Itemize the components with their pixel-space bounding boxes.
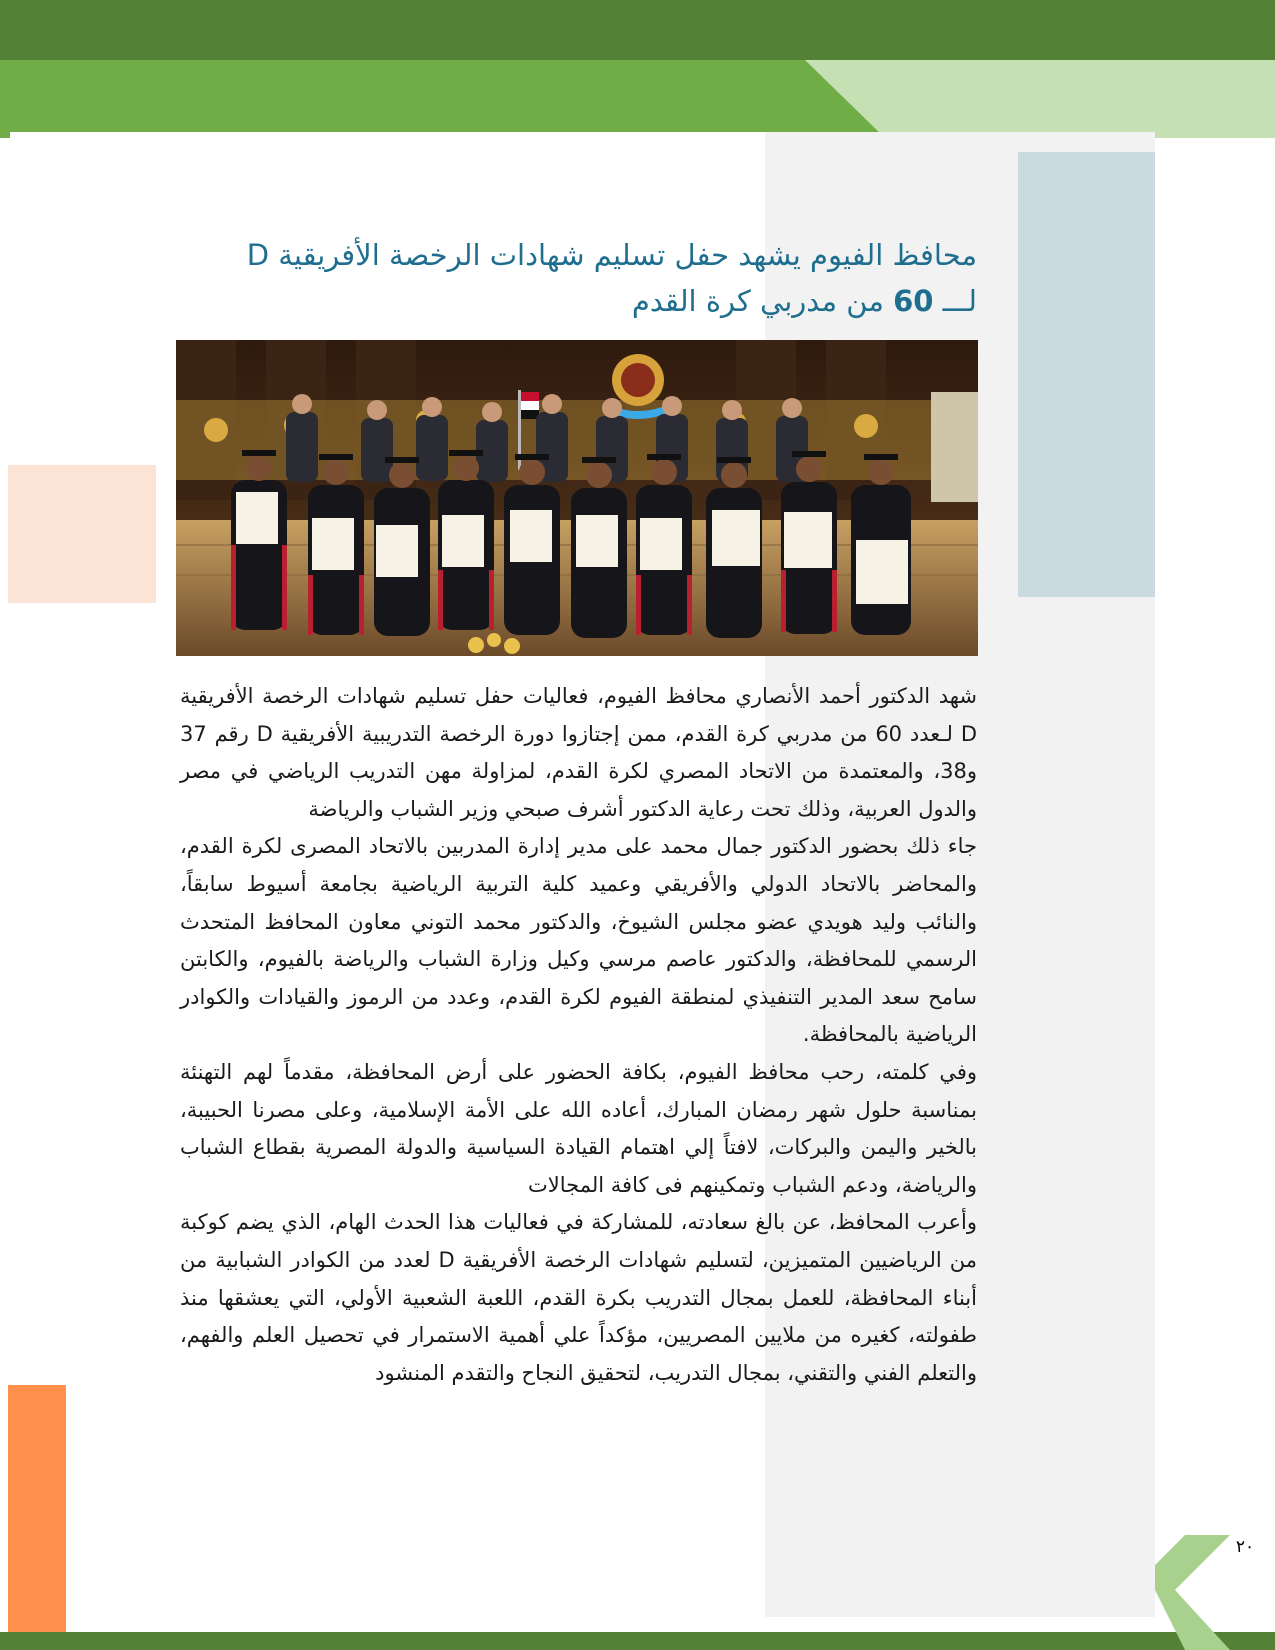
- header-band-dark: [0, 0, 1275, 60]
- decorative-peach-block: [8, 465, 156, 603]
- title-line-2: من مدربي كرة القدم: [631, 284, 884, 318]
- paragraph: وأعرب المحافظ، عن بالغ سعادته، للمشاركة في فعاليات هذا الحدث الهام، الذي يضم كوكبة من الرياضيين المتميزين، لتسليم شهادات الرخصة الأفريقية D لعدد من الكوادر الشبابية من أبناء المحافظة، للعمل بمجال التدريب بكرة القدم، اللعبة الشعبية الأولي، التي يعشقها منذ طفولته، كغيره من ملايين المصريين، مؤكداً علي أهمية الاستمرار في تحصيل العلم والفهم، والتعلم الفني والتقني، بمجال التدريب، لتحقيق النجاح والتقدم المنشود: [180, 1210, 977, 1385]
- article-body: [180, 678, 977, 1392]
- paragraph: جاء ذلك بحضور الدكتور جمال محمد على مدير إدارة المدربين بالاتحاد المصرى لكرة القدم، والمحاضر بالاتحاد الدولي والأفريقي وعميد كلية التربية الرياضية بجامعة أسيوط سابقاً، والنائب وليد هويدي عضو مجلس الشيوخ، والدكتور محمد التوني معاون المحافظ المتحدث الرسمي للمحافظة، والدكتور عاصم مرسي وكيل وزارة الشباب والرياضة بالفيوم، والكابتن سامح سعد المدير التنفيذي لمنطقة الفيوم لكرة القدم، وعدد من الرموز والقيادات والكوادر الرياضية بالمحافظة.: [180, 834, 977, 1047]
- decorative-orange-bar: [8, 1385, 66, 1635]
- title-number: 60: [893, 284, 934, 318]
- title-prefix: لـــ: [942, 284, 977, 318]
- ceremony-photo: [176, 340, 978, 656]
- paragraph: شهد الدكتور أحمد الأنصاري محافظ الفيوم، فعاليات حفل تسليم شهادات الرخصة الأفريقية D لـعدد 60 من مدربي كرة القدم، ممن إجتازوا دورة الرخصة التدريبية الأفريقية D رقم 37 و38، والمعتمدة من الاتحاد المصري لكرة القدم، لمزاولة مهن التدريب الرياضي في مصر والدول العربية، وذلك تحت رعاية الدكتور أشرف صبحي وزير الشباب والرياضة: [180, 684, 977, 821]
- paragraph: وفي كلمته، رحب محافظ الفيوم، بكافة الحضور على أرض المحافظة، مقدماً لهم التهنئة بمناسبة حلول شهر رمضان المبارك، أعاده الله على الأمة الإسلامية، وعلى مصرنا الحبيبة، بالخير واليمن والبركات، لافتاً إلي اهتمام القيادة السياسية والدولة المصرية بقطاع الشباب والرياضة، ودعم الشباب وتمكينهم فى كافة المجالات: [180, 1059, 977, 1197]
- article-header: [177, 232, 977, 324]
- article-title: [177, 232, 977, 324]
- decorative-blue-block: [1018, 152, 1155, 597]
- page-number: ٢٠: [1235, 1537, 1255, 1557]
- footer-band: [0, 1632, 1275, 1650]
- title-line-1: محافظ الفيوم يشهد حفل تسليم شهادات الرخصة الأفريقية D: [246, 238, 977, 272]
